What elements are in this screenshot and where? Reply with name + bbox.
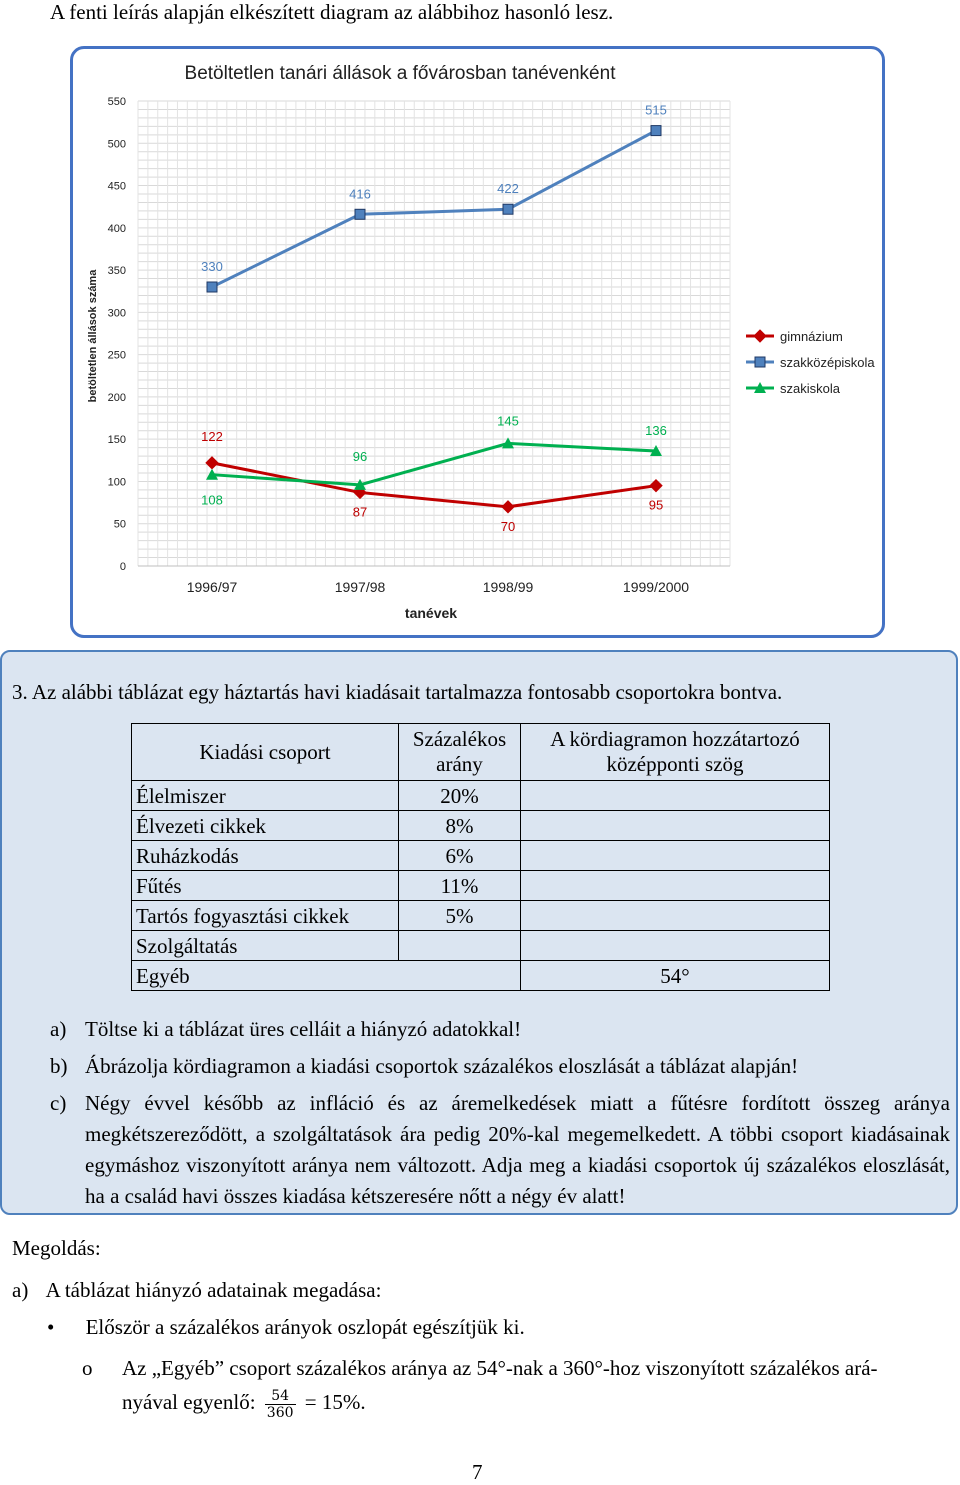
y-tick-label: 400 (107, 222, 126, 235)
series-2-data-label: 515 (645, 102, 667, 118)
solution-a (12, 1278, 381, 1303)
header-group: Kiadási csoport (132, 724, 399, 781)
cell-percent: 11% (399, 871, 521, 901)
fraction-numerator: 54 (265, 1388, 296, 1405)
series-2-data-label: 416 (349, 186, 371, 202)
task-c-label: c) (50, 1091, 67, 1115)
circle-bullet-icon: o (82, 1356, 93, 1380)
table-row (132, 901, 830, 931)
y-tick-label: 450 (107, 180, 126, 193)
table-row (132, 781, 830, 811)
cell-angle: 54° (521, 961, 830, 991)
table-header-row (132, 724, 830, 781)
header-percent-line2: arány (436, 752, 483, 776)
cell-group: Ruházkodás (132, 841, 399, 871)
solution-a-label: a) (12, 1278, 29, 1302)
x-axis-label: tanévek (404, 605, 458, 621)
header-angle-line2: középponti szög (606, 752, 744, 776)
task-a (50, 1014, 950, 1045)
legend-label: gimnázium (780, 329, 843, 344)
table-row (132, 961, 830, 991)
header-percent-line1: Százalékos (412, 727, 507, 751)
fraction-denominator: 360 (266, 1404, 294, 1421)
line-chart (70, 46, 885, 638)
y-tick-label: 300 (107, 307, 126, 320)
series-2-marker (503, 204, 513, 214)
x-tick-label: 1999/2000 (622, 579, 690, 595)
bullet-text: Először a százalékos arányok oszlopát egészítjük ki. (85, 1315, 525, 1339)
table-row (132, 811, 830, 841)
series-1-marker (502, 501, 514, 513)
header-angle (521, 724, 830, 781)
fraction (265, 1388, 296, 1421)
cell-angle (521, 781, 830, 811)
x-tick-label: 1997/98 (334, 579, 386, 595)
series-2-marker (651, 126, 661, 136)
subitem-result: = 15%. (304, 1390, 366, 1414)
task-b-label: b) (50, 1054, 68, 1078)
solution-heading: Megoldás: (12, 1236, 101, 1260)
legend-2-marker (755, 357, 765, 367)
chart-title: Betöltetlen tanári állások a fővárosban tanévenként (184, 63, 616, 84)
cell-angle (521, 841, 830, 871)
cell-percent: 8% (399, 811, 521, 841)
table-row (132, 841, 830, 871)
cell-angle (521, 871, 830, 901)
x-tick-label: 1998/99 (482, 579, 534, 595)
series-2-data-label: 330 (201, 259, 223, 274)
y-tick-label: 250 (107, 349, 126, 362)
series-3-data-label: 108 (201, 492, 223, 508)
cell-percent (399, 961, 521, 991)
series-1-data-label: 122 (201, 428, 223, 444)
header-angle-line1: A kördiagramon hozzátartozó (550, 727, 800, 751)
task-a-text: Töltse ki a táblázat üres celláit a hiányzó adatokkal! (85, 1017, 522, 1041)
cell-percent (399, 931, 521, 961)
table-row (132, 871, 830, 901)
series-1-data-label: 70 (500, 518, 516, 534)
cell-angle (521, 931, 830, 961)
legend-1-marker (754, 330, 766, 342)
series-3-data-label: 96 (352, 448, 368, 464)
solution-subitem (82, 1352, 951, 1421)
cell-group: Élvezeti cikkek (132, 811, 399, 841)
cell-group: Tartós fogyasztási cikkek (132, 901, 399, 931)
cell-group: Szolgáltatás (132, 931, 399, 961)
task-c (50, 1088, 950, 1212)
subitem-line2-text: nyával egyenlő: (122, 1390, 256, 1414)
task-b (50, 1051, 950, 1082)
solution-bullet (47, 1315, 525, 1340)
y-axis-label: betöltetlen állások száma (87, 269, 99, 403)
legend-label: szakiskola (780, 381, 840, 396)
subitem-line2 (122, 1386, 951, 1421)
cell-percent: 20% (399, 781, 521, 811)
solution-a-text: A táblázat hiányzó adatainak megadása: (45, 1278, 382, 1302)
header-percent (399, 724, 521, 781)
page-number: 7 (472, 1460, 483, 1484)
cell-group: Egyéb (132, 961, 399, 991)
bullet-icon: • (47, 1315, 55, 1339)
series-1-data-label: 95 (648, 497, 664, 513)
cell-angle (521, 811, 830, 841)
series-3-data-label: 136 (645, 423, 667, 439)
y-tick-label: 350 (107, 265, 126, 278)
task-b-text: Ábrázolja kördiagramon a kiadási csoportok százalékos eloszlását a táblázat alapján! (85, 1054, 799, 1078)
task-title: 3. Az alábbi táblázat egy háztartás havi kiadásait tartalmazza fontosabb csoportokra bontva. (12, 680, 783, 704)
expense-table (131, 723, 830, 991)
cell-group: Fűtés (132, 871, 399, 901)
intro-text: A fenti leírás alapján elkészített diagram az alábbihoz hasonló lesz. (50, 0, 614, 24)
y-tick-label: 550 (107, 96, 126, 108)
y-tick-label: 200 (107, 391, 126, 404)
x-tick-label: 1996/97 (186, 579, 238, 595)
y-tick-label: 0 (119, 561, 126, 573)
series-2-data-label: 422 (497, 181, 519, 197)
task-c-text: Négy évvel később az infláció és az áremelkedések miatt a fűtésre fordított összeg aránya megkétszereződött, a szolgáltatások ára pedig 20%-kal megemelkedett. A többi csoport kiadásainak egymáshoz viszonyított aránya nem változott. Adja meg a kiadási csoportok új százalékos eloszlását, ha a család havi összes kiadása kétszeresére nőtt a négy év alatt! (85, 1091, 950, 1208)
cell-percent: 6% (399, 841, 521, 871)
y-tick-label: 100 (107, 476, 126, 489)
cell-percent: 5% (399, 901, 521, 931)
series-2-marker (355, 209, 365, 219)
cell-group: Élelmiszer (132, 781, 399, 811)
y-tick-label: 50 (113, 518, 126, 531)
series-1-data-label: 87 (352, 504, 368, 520)
series-1-marker (206, 457, 218, 469)
series-3-data-label: 145 (497, 413, 519, 429)
y-tick-label: 500 (107, 138, 126, 151)
subitem-line1: Az „Egyéb” csoport százalékos aránya az 54°-nak a 360°-hoz viszonyított százalékos ará- (122, 1356, 878, 1380)
task-a-label: a) (50, 1017, 67, 1041)
series-2-marker (207, 282, 217, 292)
legend-label: szakközépiskola (780, 355, 875, 370)
y-tick-label: 150 (107, 434, 126, 447)
table-row (132, 931, 830, 961)
cell-angle (521, 901, 830, 931)
